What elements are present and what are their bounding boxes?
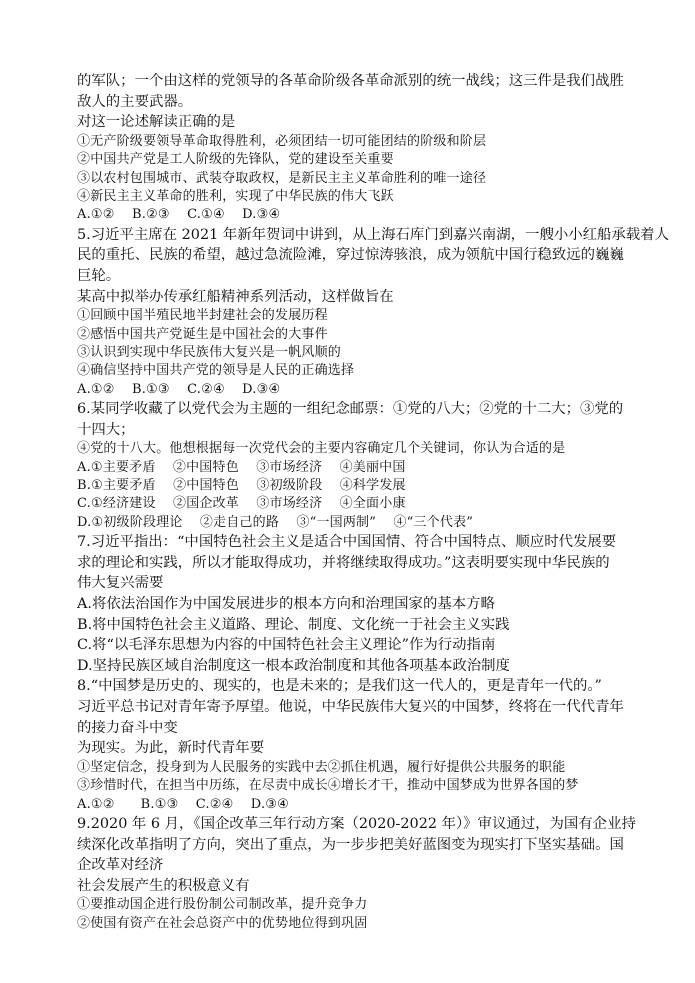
q8-text-line: 习近平总书记对青年寄予厚望。他说，中华民族伟大复兴的中国梦，终将在一代代青年 — [77, 698, 624, 715]
q7-choice: A.将依法治国作为中国发展进步的根本方向和治理国家的基本方略 — [77, 595, 495, 612]
q7-choice: B.将中国特色社会主义道路、理论、制度、文化统一于社会主义实践 — [77, 616, 510, 633]
q6-text-line: ④党的十八大。他想根据每一次党代会的主要内容确定几个关键词，你认为合适的是 — [77, 441, 566, 457]
q5-statement: ②感悟中国共产党诞生是中国社会的大事件 — [77, 326, 328, 342]
q4-statement: ①无产阶级要领导革命取得胜利，必须团结一切可能团结的阶级和阶层 — [77, 133, 487, 149]
question-8 — [77, 676, 637, 814]
q5-text-line: 巨轮。 — [77, 267, 121, 284]
q8-text-line: 8.“中国梦是历史的、现实的，也是未来的；是我们这一代人的，更是青年一代的。” — [77, 678, 602, 695]
q9-text-line: 企改革对经济 — [77, 857, 164, 874]
q7-choice: C.将“以毛泽东思想为内容的中国特色社会主义理论”作为行动指南 — [77, 637, 496, 654]
q6-choice: D.①初级阶段理论 ②走自己的路 ③“一国两制” ④“三个代表” — [77, 514, 474, 530]
exam-page — [77, 71, 669, 933]
q4-stem: 对这一论述解读正确的是 — [77, 114, 236, 131]
q5-statement: ③认识到实现中华民族伟大复兴是一帆风顺的 — [77, 344, 342, 360]
q7-text-line: 7.习近平指出：“中国特色社会主义是适合中国国情、符合中国特点、顺应时代发展要 — [77, 534, 617, 551]
q9-text-line: 9.2020 年 6 月，《国企改革三年行动方案（2020-2022 年）》审议通过，为国有企业持 — [77, 815, 636, 832]
q7-text-line: 求的理论和实践，所以才能取得成功，并将继续取得成功。”这表明要实现中华民族的 — [77, 554, 610, 571]
q4-text-line: 的军队；一个由这样的党领导的各革命阶级各革命派别的统一战线；这三件是我们战胜 — [77, 73, 624, 89]
q7-text-line: 伟大复兴需要 — [77, 575, 164, 592]
question-7 — [77, 532, 637, 676]
q6-choice: A.①主要矛盾 ②中国特色 ③市场经济 ④美丽中国 — [77, 459, 406, 475]
q6-text-line: 十四大； — [77, 421, 135, 438]
q9-text-line: 续深化改革指明了方向，突出了重点，为一步步把美好蓝图变为现实打下坚实基础。国 — [77, 836, 624, 853]
q4-statement: ②中国共产党是工人阶级的先锋队，党的建设至关重要 — [77, 152, 394, 168]
q6-choice: B.①主要矛盾 ②中国特色 ③初级阶段 ④科学发展 — [77, 478, 406, 494]
q5-statement: ④确信坚持中国共产党的领导是人民的正确选择 — [77, 363, 355, 379]
q5-text-line: 民的重托、民族的希望，越过急流险滩，穿过惊涛骇浪，成为领航中国行稳致远的巍巍 — [77, 247, 624, 264]
q9-text-line: 社会发展产生的积极意义有 — [77, 877, 250, 894]
q4-options: A.①② B.②③ C.①④ D.③④ — [77, 207, 281, 223]
question-9 — [77, 814, 637, 933]
q8-statement: ③珍惜时代，在担当中历练，在尽责中成长④增长才干，推动中国梦成为世界各国的梦 — [77, 778, 579, 794]
q6-text-line: 6.某同学收藏了以党代会为主题的一组纪念邮票：①党的八大；②党的十二大；③党的 — [77, 401, 624, 418]
question-5 — [77, 225, 669, 399]
q5-text-line: 5.习近平主席在 2021 年新年贺词中讲到，从上海石库门到嘉兴南湖，一艘小小红船承载着人 — [77, 226, 669, 243]
q9-statement: ②使国有资产在社会总资产中的优势地位得到巩固 — [77, 915, 368, 931]
q6-choice: C.①经济建设 ②国企改革 ③市场经济 ④全面小康 — [77, 496, 406, 512]
q5-options: A.①② B.①③ C.②④ D.③④ — [77, 381, 281, 397]
q4-text-line: 敌人的主要武器。 — [77, 93, 193, 110]
question-6 — [77, 399, 637, 532]
q8-text-line: 为现实。为此，新时代青年要 — [77, 740, 265, 757]
q9-statement: ①要推动国企进行股份制公司制改革，提升竞争力 — [77, 897, 368, 913]
q8-options: A.①② B.①③ C.②④ D.③④ — [77, 796, 290, 812]
q4-statement: ④新民主主义革命的胜利，实现了中华民族的伟大飞跃 — [77, 188, 394, 204]
question-4 — [77, 71, 637, 225]
q5-stem: 某高中拟举办传承红船精神系列活动，这样做旨在 — [77, 288, 394, 305]
q7-choice: D.坚持民族区域自治制度这一根本政治制度和其他各项基本政治制度 — [77, 657, 510, 674]
q8-statement: ①坚定信念，投身到为人民服务的实践中去②抓住机遇，履行好提供公共服务的职能 — [77, 759, 566, 775]
q8-text-line: 的接力奋斗中变 — [77, 719, 178, 736]
q5-statement: ①回顾中国半殖民地半封建社会的发展历程 — [77, 308, 328, 324]
q4-statement: ③以农村包围城市、武装夺取政权，是新民主主义革命胜利的唯一途径 — [77, 170, 487, 186]
